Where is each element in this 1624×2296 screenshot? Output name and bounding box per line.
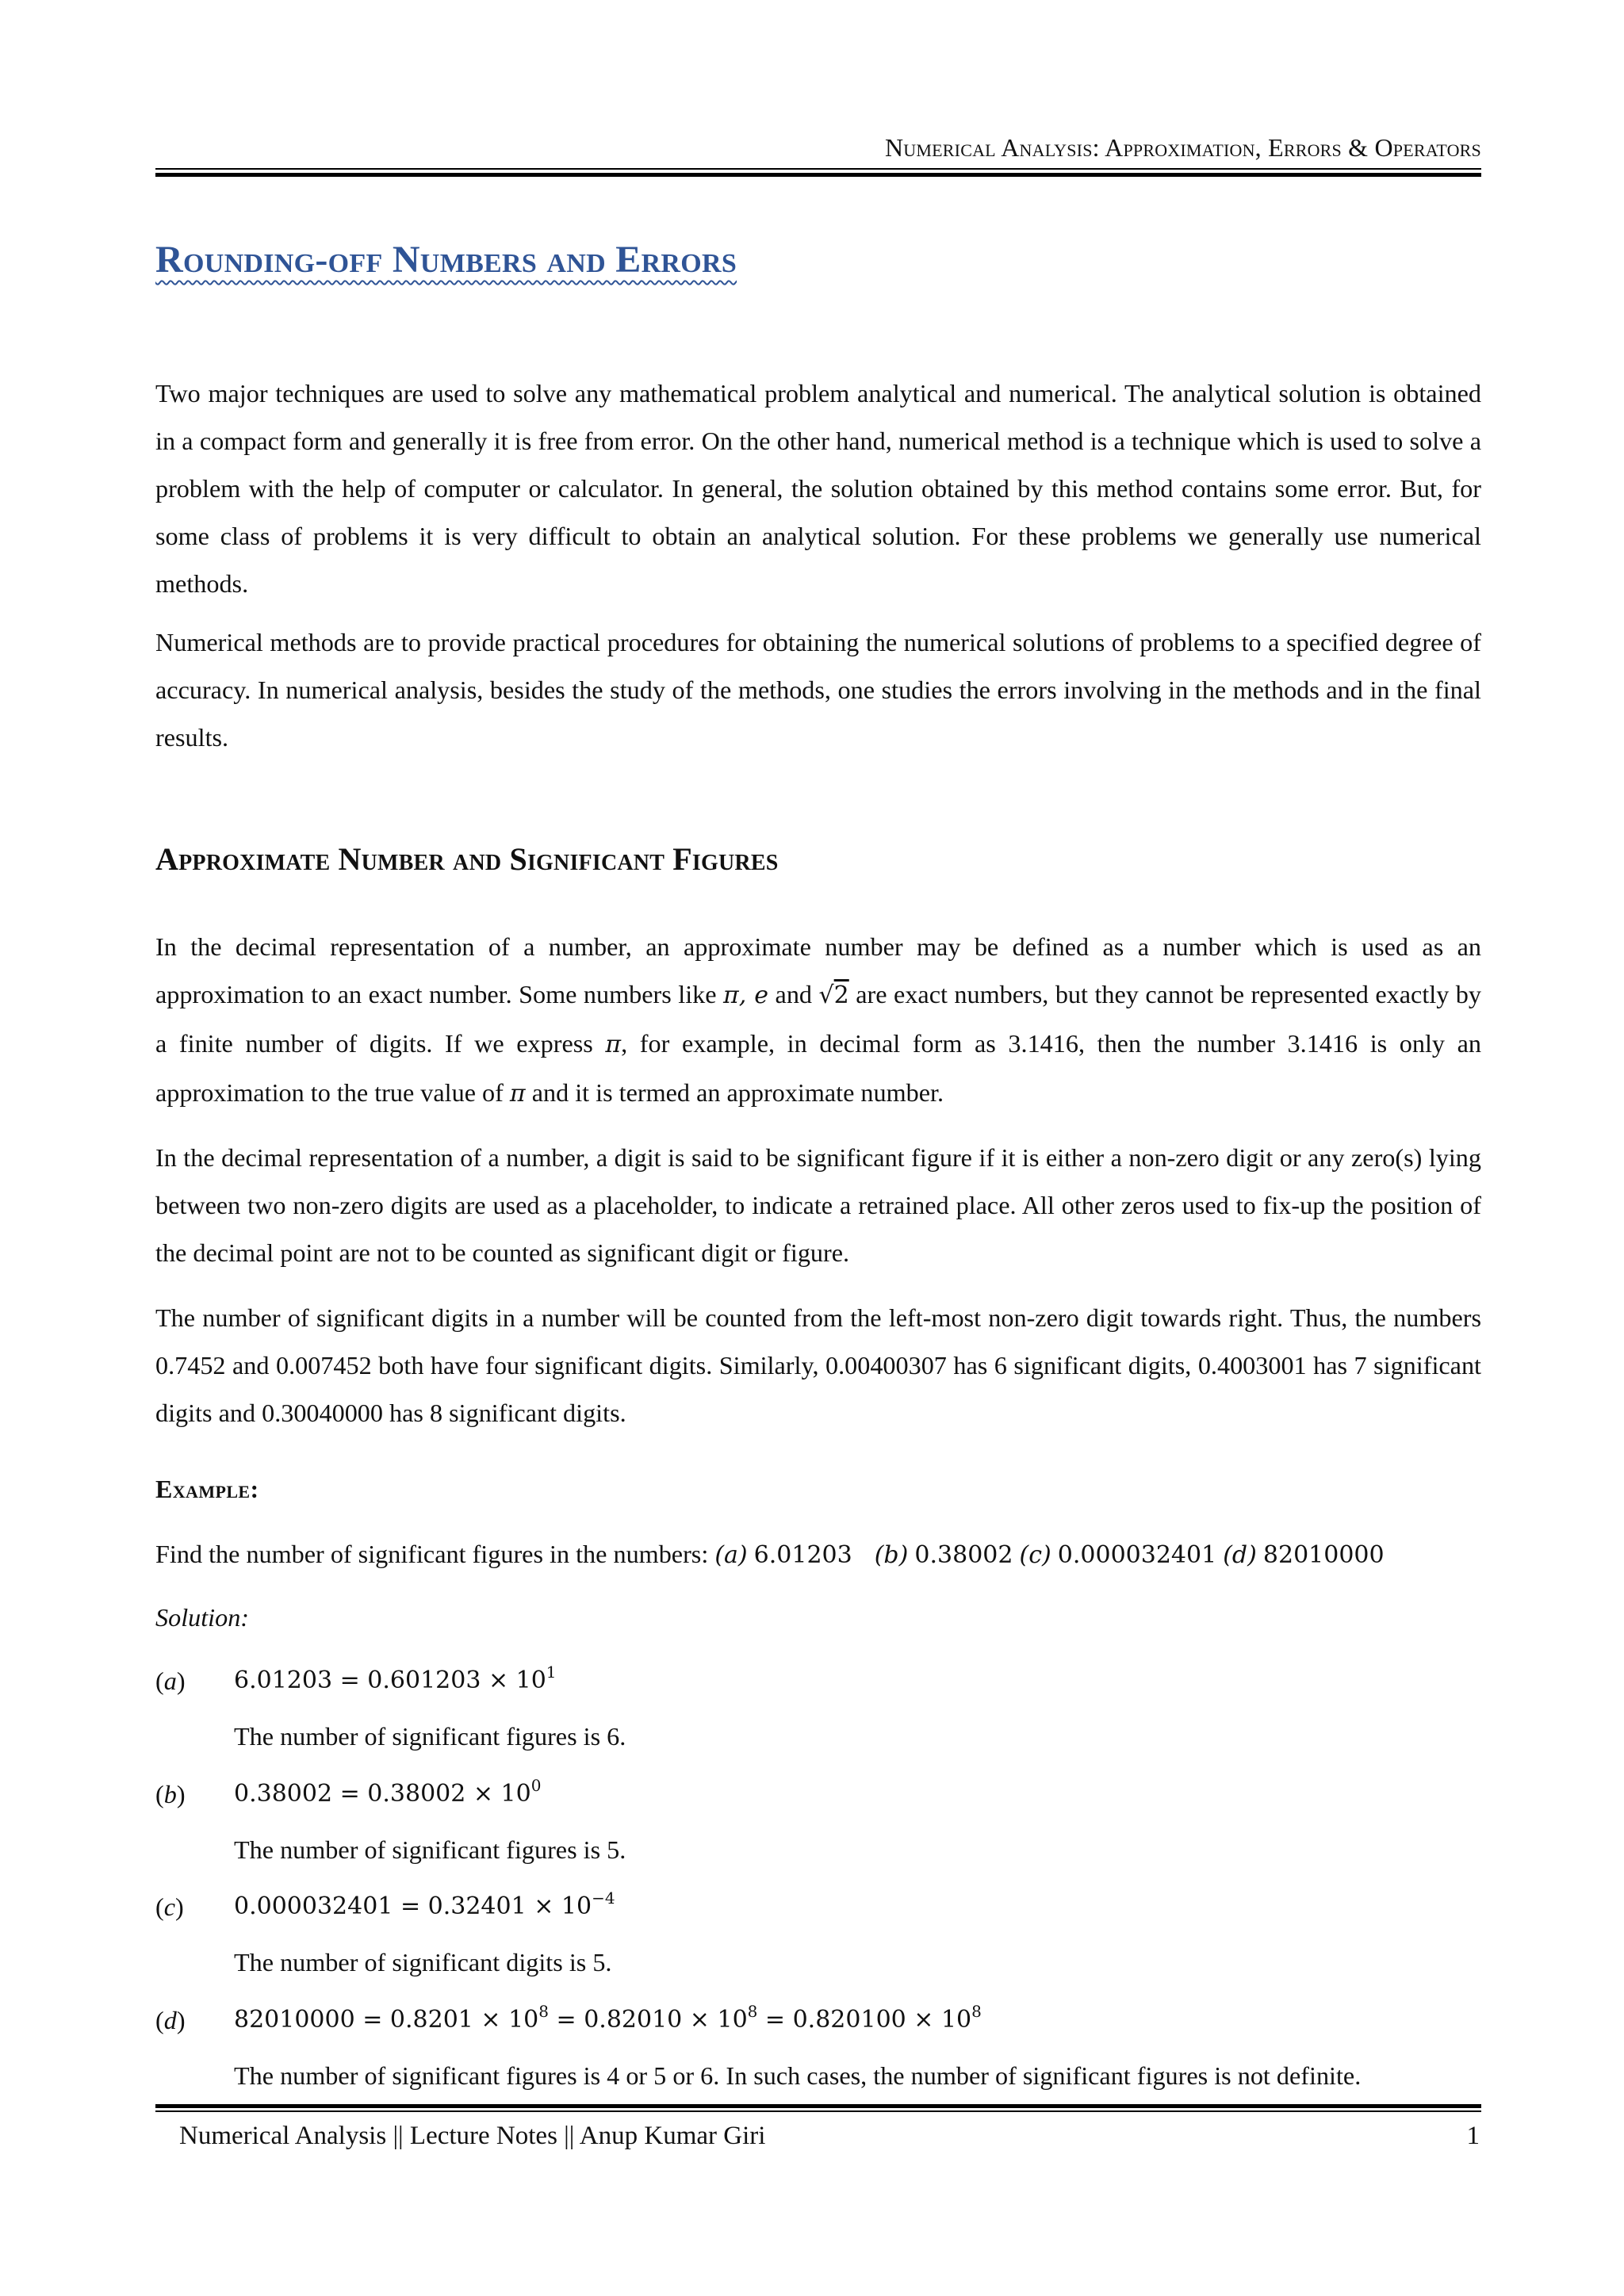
footer-text: Numerical Analysis || Lecture Notes || Anup Kumar Giri	[179, 2122, 766, 2150]
example-part-label: (c)	[1019, 1541, 1051, 1569]
paragraph-significant-digits: The number of significant digits in a number will be counted from the left-most non-zero digit towards right. Thus, the numbers 0.7452 and 0.007452 both have four significant digits. Similarly, 0.00400307 has 6 significant digits, 0.4003001 has 7 significant digits and 0.30040000 has 8 significant digits.	[155, 1303, 1481, 1427]
example-prompt	[155, 1532, 1503, 1578]
solution-item-label: (b)	[155, 1780, 186, 1808]
text-run: are exact numbers, but they cannot be represented exactly by a finite number of digits. If we express	[155, 980, 1481, 1058]
text-run: and it is termed an approximate number.	[525, 1078, 944, 1107]
paragraph-significant-figure: In the decimal representation of a number, a digit is said to be significant figure if it is either a non-zero digit or any zero(s) lying between two non-zero digits are used as a placeholder, to indicate a retrained place. All other zeros used to fix-up the position of the decimal point are not to be counted as significant digit or figure.	[155, 1143, 1481, 1267]
example-heading: Example:	[155, 1475, 259, 1503]
section-title-approximate-number: Approximate Number and Significant Figures	[155, 841, 779, 877]
solution-result: The number of significant figures is 4 or 5 or 6. In such cases, the number of significant figures is not definite.	[234, 2061, 1362, 2090]
solution-item-label: (c)	[155, 1892, 184, 1921]
solution-equation: $82010000 = 0.8201 \times 10^8 = 0.82010 \times 10^8 = 0.820100 \times 10^8$	[234, 2002, 982, 2034]
solution-equation: $6.01203 = 0.601203 \times 10^1$	[234, 1663, 557, 1694]
math-sqrt-2	[819, 982, 849, 1009]
example-prompt-text: Find the number of significant figures in the numbers:	[155, 1540, 715, 1568]
radicand: 2	[833, 982, 849, 1009]
running-header: Numerical Analysis: Approximation, Errors & Operators	[885, 133, 1481, 162]
example-part-label: (d)	[1223, 1541, 1257, 1569]
solution-result: The number of significant digits is 5.	[234, 1948, 612, 1976]
paragraph-approximate-number	[155, 923, 1481, 1118]
header-rule-thick	[155, 173, 1481, 177]
example-part-value: 0.38002	[914, 1541, 1013, 1569]
paragraph-numerical-methods: Numerical methods are to provide practical procedures for obtaining the numerical solutions of problems to a specified degree of accuracy. In numerical analysis, besides the study of the methods, one studies the errors involving in the methods and in the final results.	[155, 628, 1481, 752]
solution-label: Solution:	[155, 1603, 250, 1632]
solution-result: The number of significant figures is 5.	[234, 1835, 626, 1864]
footer-rule-thick	[155, 2104, 1481, 2108]
example-part-label: (a)	[714, 1541, 748, 1569]
solution-item-label: (d)	[155, 2006, 186, 2034]
footer-rule-thin	[155, 2110, 1481, 2112]
solution-equation: $0.38002 = 0.38002 \times 10^0$	[234, 1776, 542, 1808]
example-part-value: 6.01203	[753, 1541, 852, 1569]
solution-item-label: (a)	[155, 1667, 186, 1695]
solution-result: The number of significant figures is 6.	[234, 1722, 626, 1751]
solution-equation: $0.000032401 = 0.32401 \times 10^{-4}$	[234, 1888, 615, 1920]
math-pi: π	[509, 1080, 526, 1108]
math-pi: π	[605, 1031, 622, 1058]
example-part-value: 0.000032401	[1057, 1541, 1217, 1569]
example-part-label: (b)	[874, 1541, 909, 1569]
math-pi-e: π, e	[723, 982, 769, 1009]
page-number: 1	[1466, 2122, 1480, 2150]
text-run: , for example, in decimal form as 3.1416, then the number 3.1416 is only an approximation to the true value of	[155, 1029, 1482, 1107]
text-run: In the decimal representation of a number, an approximate number may be defined as a number which is used as an approximation to an exact number. Some numbers like	[155, 932, 1481, 1008]
paragraph-intro: Two major techniques are used to solve any mathematical problem analytical and numerical. The analytical solution is obtained in a compact form and generally it is free from error. On the other hand, numerical method is a technique which is used to solve a problem with the help of computer or calculator. In general, the solution obtained by this method contains some error. But, for some class of problems it is very difficult to obtain an analytical solution. For these problems we generally use numerical methods.	[155, 379, 1481, 598]
example-part-value: 82010000	[1262, 1541, 1385, 1569]
radical-sign: √	[818, 982, 834, 1009]
header-rule-thin	[155, 168, 1481, 170]
text-run: and	[768, 980, 819, 1008]
section-title-rounding: Rounding-off Numbers and Errors	[155, 239, 737, 281]
